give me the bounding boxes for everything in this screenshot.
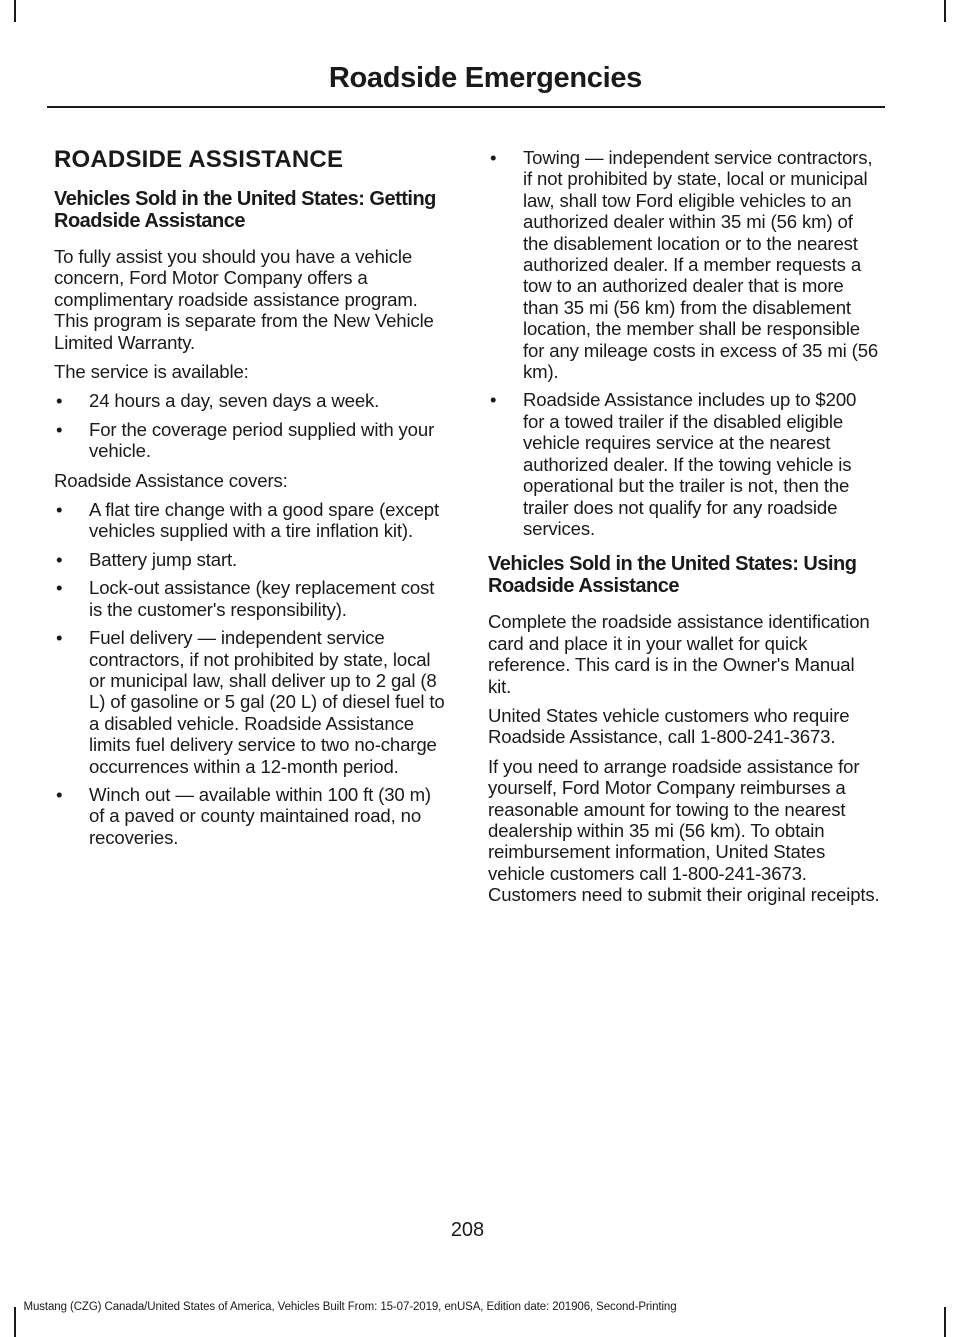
right-column — [488, 147, 880, 914]
list-item-text: For the coverage period supplied with your vehicle. — [89, 418, 435, 462]
list-item-text: Battery jump start. — [89, 548, 238, 570]
list-item — [54, 419, 448, 462]
paragraph-reimbursement: If you need to arrange roadside assistance for yourself, Ford Motor Company reimburses a reasonable amount for towing to the nearest dealership within 35 mi (56 km). To obtain reimbursement information, United States vehicle customers call 1-800-241-3673. Customers need to submit their original receipts. — [488, 755, 880, 906]
list-item — [54, 499, 448, 542]
running-header-title: Roadside Emergencies — [328, 62, 642, 94]
list-item-text: A flat tire change with a good spare (except vehicles supplied with a tire inflation kit). — [89, 499, 439, 542]
paragraph-identification-card: Complete the roadside assistance identification card and place it in your wallet for quick reference. This card is in the Owner's Manual kit. — [488, 611, 870, 697]
crop-mark-bottom-right — [944, 1307, 946, 1337]
list-item — [488, 147, 880, 382]
bullet-icon: • — [56, 499, 63, 521]
list-item — [54, 549, 448, 570]
header-rule — [47, 106, 885, 108]
list-item-text: Roadside Assistance includes up to $200 for a towed trailer if the disabled eligible vehicle requires service at the nearest authorized dealer. If the towing vehicle is operational but the trailer is not, then the trailer does not qualify for any roadside services. — [523, 389, 857, 539]
footer-edition-info: Mustang (CZG) Canada/United States of America, Vehicles Built From: 15-07-2019, enUSA, Edition date: 201906, Second-Printing — [23, 1301, 677, 1313]
bullet-icon: • — [56, 390, 63, 412]
crop-mark-top-right — [944, 0, 946, 22]
covers-list-continued — [488, 147, 880, 539]
subheading-using-assistance: Vehicles Sold in the United States: Using Roadside Assistance — [488, 553, 857, 598]
list-item-text: 24 hours a day, seven days a week. — [89, 390, 380, 412]
crop-mark-top-left — [14, 0, 16, 22]
list-item — [54, 577, 448, 620]
list-item-text: Lock-out assistance (key replacement cost is the customer's responsibility). — [89, 577, 435, 620]
bullet-icon: • — [490, 147, 497, 168]
list-item-text: Winch out — available within 100 ft (30 m) of a paved or county maintained road, no recoveries. — [89, 783, 431, 848]
list-item-text: Towing — independent service contractors, if not prohibited by state, local or municipal law, shall tow Ford eligible vehicles to an authorized dealer within 35 mi (56 km) of the disablement location or to the nearest authorized dealer. If a member requests a tow to an authorized dealer that is more than 35 mi (56 km) from the disablement location, the member shall be responsible for any mileage costs in excess of 35 mi (56 km). — [523, 147, 879, 383]
paragraph-call-number: United States vehicle customers who require Roadside Assistance, call 1-800-241-3673. — [488, 704, 850, 748]
intro-paragraph: To fully assist you should you have a vehicle concern, Ford Motor Company offers a complimentary roadside assistance program. This program is separate from the New Vehicle Limited Warranty. — [54, 246, 434, 353]
list-item — [54, 390, 448, 411]
bullet-icon: • — [56, 783, 63, 805]
availability-list — [54, 390, 448, 461]
left-column — [54, 146, 448, 856]
list-item — [488, 389, 880, 539]
covers-list — [54, 499, 448, 848]
covers-label: Roadside Assistance covers: — [54, 469, 288, 491]
list-item — [54, 627, 448, 777]
bullet-icon: • — [490, 389, 497, 411]
bullet-icon: • — [56, 627, 63, 649]
subheading-getting-assistance: Vehicles Sold in the United States: Getting Roadside Assistance — [54, 188, 436, 232]
availability-label: The service is available: — [54, 361, 249, 383]
bullet-icon: • — [56, 418, 63, 440]
section-title: ROADSIDE ASSISTANCE — [54, 146, 344, 173]
bullet-icon: • — [56, 577, 63, 599]
bullet-icon: • — [56, 548, 63, 570]
list-item — [54, 784, 448, 848]
list-item-text: Fuel delivery — independent service contractors, if not prohibited by state, local or municipal law, shall deliver up to 2 gal (8 L) of gasoline or 5 gal (20 L) of diesel fuel to a disabled vehicle. Roadside Assistance limits fuel delivery service to two no-charge occurrences within a 12-month period. — [89, 627, 445, 777]
page-number: 208 — [450, 1219, 485, 1241]
